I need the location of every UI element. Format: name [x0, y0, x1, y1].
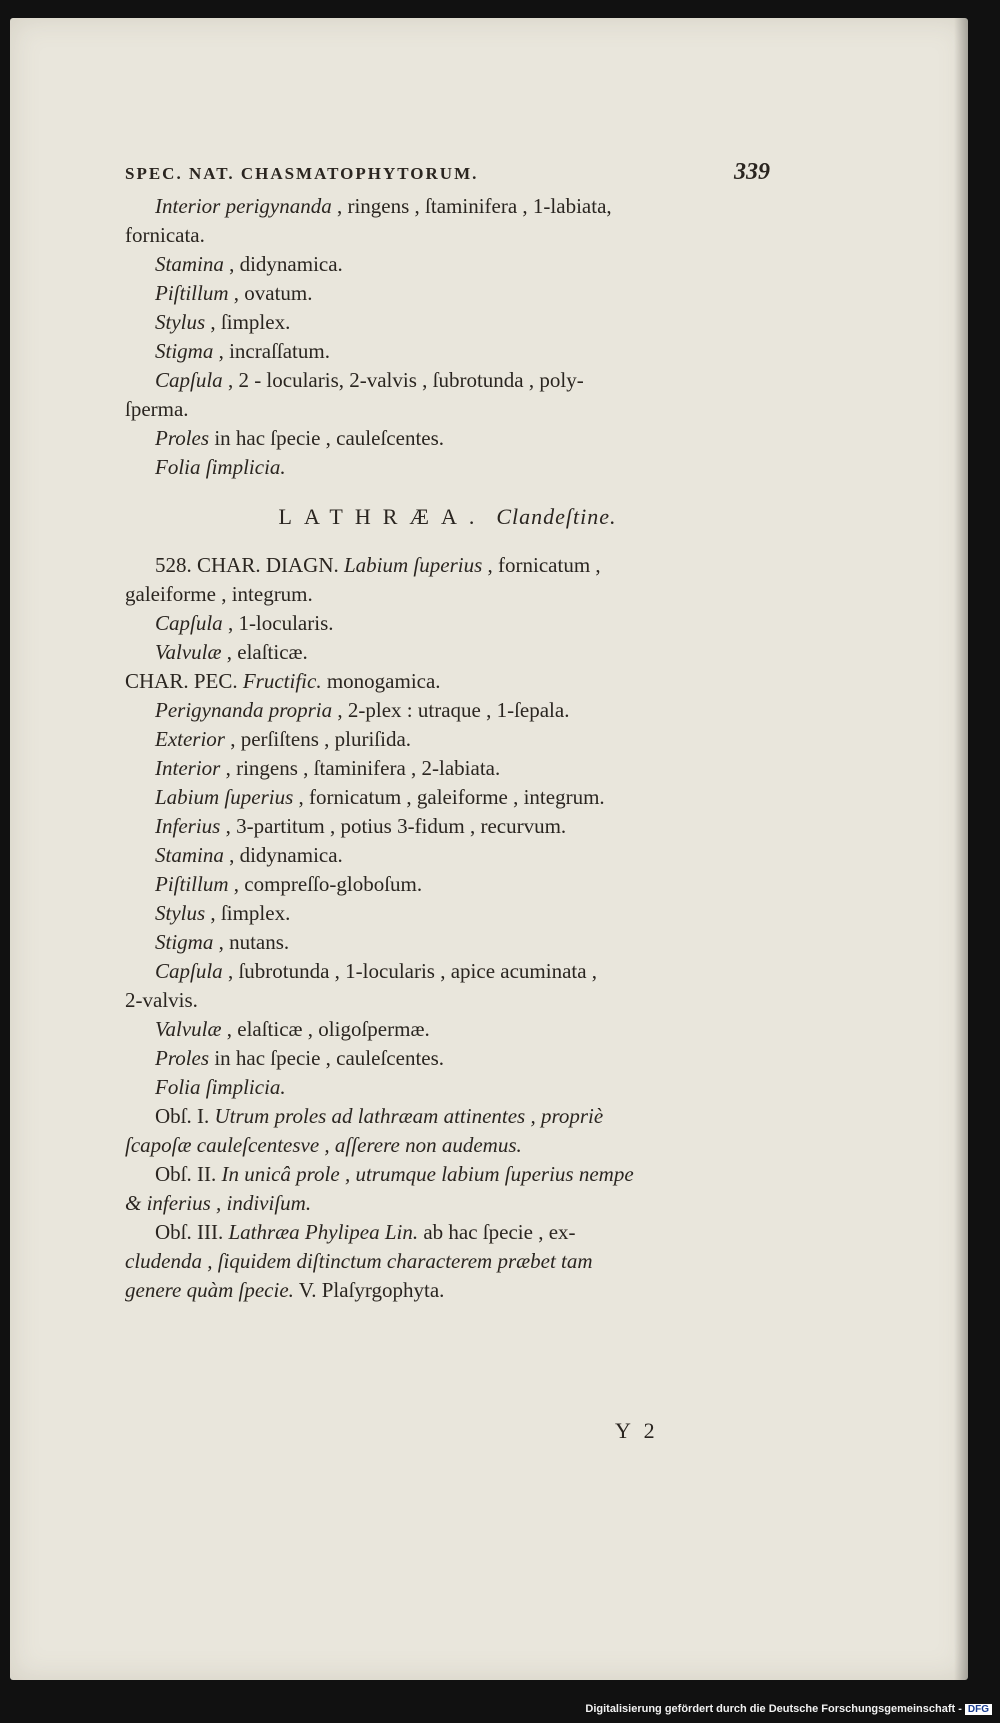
text-line: [125, 250, 770, 279]
line-text: , fornicatum , galeiforme , integrum.: [293, 785, 605, 809]
line-prefix: Obſ. II.: [155, 1162, 222, 1186]
italic-term: Piſtillum: [155, 281, 229, 305]
running-title: SPEC. NAT. CHASMATOPHYTORUM.: [125, 164, 479, 183]
text-line: [125, 609, 770, 638]
italic-term: Lathræa Phylipea Lin.: [228, 1220, 419, 1244]
text-line: [125, 395, 770, 424]
italic-term: Labium ſuperius: [155, 785, 294, 809]
italic-term: ſcapoſæ cauleſcentesve , aſſerere non audemus.: [125, 1133, 522, 1157]
digitization-credit: [585, 1703, 992, 1715]
line-text: , perſiſtens , pluriſida.: [224, 727, 412, 751]
line-text: , ringens , ſtaminifera , 1-labiata,: [331, 194, 612, 218]
italic-term: Capſula: [155, 368, 223, 392]
italic-term: In unicâ prole , utrumque labium ſuperius nempe: [221, 1162, 634, 1186]
italic-term: Stigma: [155, 930, 214, 954]
line-text: , ſubrotunda , 1-locularis , apice acuminata ,: [222, 959, 598, 983]
line-text: 2-valvis.: [125, 988, 198, 1012]
italic-term: Proles: [155, 1046, 210, 1070]
text-line: [125, 928, 770, 957]
italic-term: Interior: [155, 756, 221, 780]
running-header: [125, 158, 770, 188]
text-line: [125, 1131, 770, 1160]
line-text: ſperma.: [125, 397, 189, 421]
line-text: , elaſticæ , oligoſpermæ.: [221, 1017, 430, 1041]
line-prefix: 528. CHAR. DIAGN.: [155, 553, 344, 577]
line-text: fornicata.: [125, 223, 205, 247]
text-line: [125, 696, 770, 725]
line-text: , compreſſo-globoſum.: [228, 872, 423, 896]
line-text: , nutans.: [213, 930, 290, 954]
italic-term: Perigynanda propria: [155, 698, 333, 722]
italic-term: genere quàm ſpecie.: [125, 1278, 294, 1302]
text-line: [125, 1044, 770, 1073]
text-line: [125, 424, 770, 453]
line-text: , 3-partitum , potius 3-fidum , recurvum.: [220, 814, 567, 838]
italic-term: Labium ſuperius: [344, 553, 483, 577]
text-line: [125, 841, 770, 870]
italic-term: Interior perigynanda: [155, 194, 332, 218]
line-prefix: CHAR. PEC.: [125, 669, 243, 693]
line-text: , fornicatum ,: [482, 553, 601, 577]
credit-text: Digitalisierung gefördert durch die Deutsche Forschungsgemeinschaft -: [585, 1703, 962, 1715]
text-line: [125, 337, 770, 366]
italic-term: Stylus: [155, 310, 206, 334]
line-text: , ſimplex.: [205, 901, 291, 925]
line-text: , elaſticæ.: [221, 640, 308, 664]
description-block-2: [125, 551, 770, 1305]
text-line: [125, 870, 770, 899]
line-text: monogamica.: [321, 669, 441, 693]
italic-term: Valvulæ: [155, 640, 222, 664]
italic-term: Valvulæ: [155, 1017, 222, 1041]
page-number: 339: [734, 159, 770, 185]
line-text: , 1-locularis.: [222, 611, 334, 635]
dfg-logo: DFG: [965, 1704, 992, 1715]
line-text: , 2-plex : utraque , 1-ſepala.: [332, 698, 570, 722]
text-line: [125, 366, 770, 395]
italic-term: Stylus: [155, 901, 206, 925]
genus-name: LATHRÆA.: [278, 504, 487, 529]
line-text: , ovatum.: [228, 281, 313, 305]
italic-term: Stamina: [155, 843, 224, 867]
book-page: [10, 18, 968, 1680]
text-line: [125, 986, 770, 1015]
line-text: , didynamica.: [223, 252, 343, 276]
line-text: galeiforme , integrum.: [125, 582, 313, 606]
text-line: [125, 1189, 770, 1218]
text-line: [125, 1102, 770, 1131]
page-text: [125, 158, 770, 1305]
italic-term: Proles: [155, 426, 210, 450]
text-line: [125, 1276, 770, 1305]
line-prefix: Obſ. I.: [155, 1104, 215, 1128]
italic-term: Piſtillum: [155, 872, 229, 896]
text-line: [125, 783, 770, 812]
text-line: [125, 957, 770, 986]
italic-term: Utrum proles ad lathræam attinentes , propriè: [214, 1104, 604, 1128]
text-line: [125, 1015, 770, 1044]
line-text: , ringens , ſtaminifera , 2-labiata.: [220, 756, 501, 780]
italic-term: Capſula: [155, 959, 223, 983]
line-text: , incraſſatum.: [213, 339, 330, 363]
text-line: [125, 453, 770, 482]
text-line: [125, 1247, 770, 1276]
text-line: [125, 667, 770, 696]
line-text: , didynamica.: [223, 843, 343, 867]
italic-term: Capſula: [155, 611, 223, 635]
line-text: , 2 - locularis, 2-valvis , ſubrotunda , poly-: [222, 368, 584, 392]
text-line: [125, 1073, 770, 1102]
text-line: [125, 812, 770, 841]
line-text: ab hac ſpecie , ex-: [418, 1220, 576, 1244]
italic-term: & inferius , indiviſum.: [125, 1191, 312, 1215]
text-line: [125, 899, 770, 928]
italic-term: Folia ſimplicia.: [155, 455, 286, 479]
text-line: [125, 279, 770, 308]
text-line: [125, 308, 770, 337]
italic-term: Stamina: [155, 252, 224, 276]
genus-heading: [125, 502, 770, 531]
text-line: [125, 551, 770, 580]
line-prefix: Obſ. III.: [155, 1220, 229, 1244]
italic-term: Folia ſimplicia.: [155, 1075, 286, 1099]
text-line: [125, 1218, 770, 1247]
line-text: in hac ſpecie , cauleſcentes.: [209, 1046, 445, 1070]
text-line: [125, 754, 770, 783]
line-text: V. Plaſyrgophyta.: [293, 1278, 445, 1302]
description-block-1: [125, 192, 770, 482]
text-line: [125, 638, 770, 667]
text-line: [125, 1160, 770, 1189]
signature-mark: Y 2: [615, 1418, 659, 1443]
genus-common-name: Clandeſtine.: [496, 504, 617, 529]
italic-term: Inferius: [155, 814, 221, 838]
text-line: [125, 725, 770, 754]
italic-term: cludenda , ſiquidem diſtinctum characterem præbet tam: [125, 1249, 593, 1273]
text-line: [125, 192, 770, 221]
text-line: [125, 221, 770, 250]
text-line: [125, 580, 770, 609]
italic-term: Stigma: [155, 339, 214, 363]
line-text: in hac ſpecie , cauleſcentes.: [209, 426, 445, 450]
italic-term: Fructific.: [242, 669, 322, 693]
line-text: , ſimplex.: [205, 310, 291, 334]
italic-term: Exterior: [155, 727, 225, 751]
